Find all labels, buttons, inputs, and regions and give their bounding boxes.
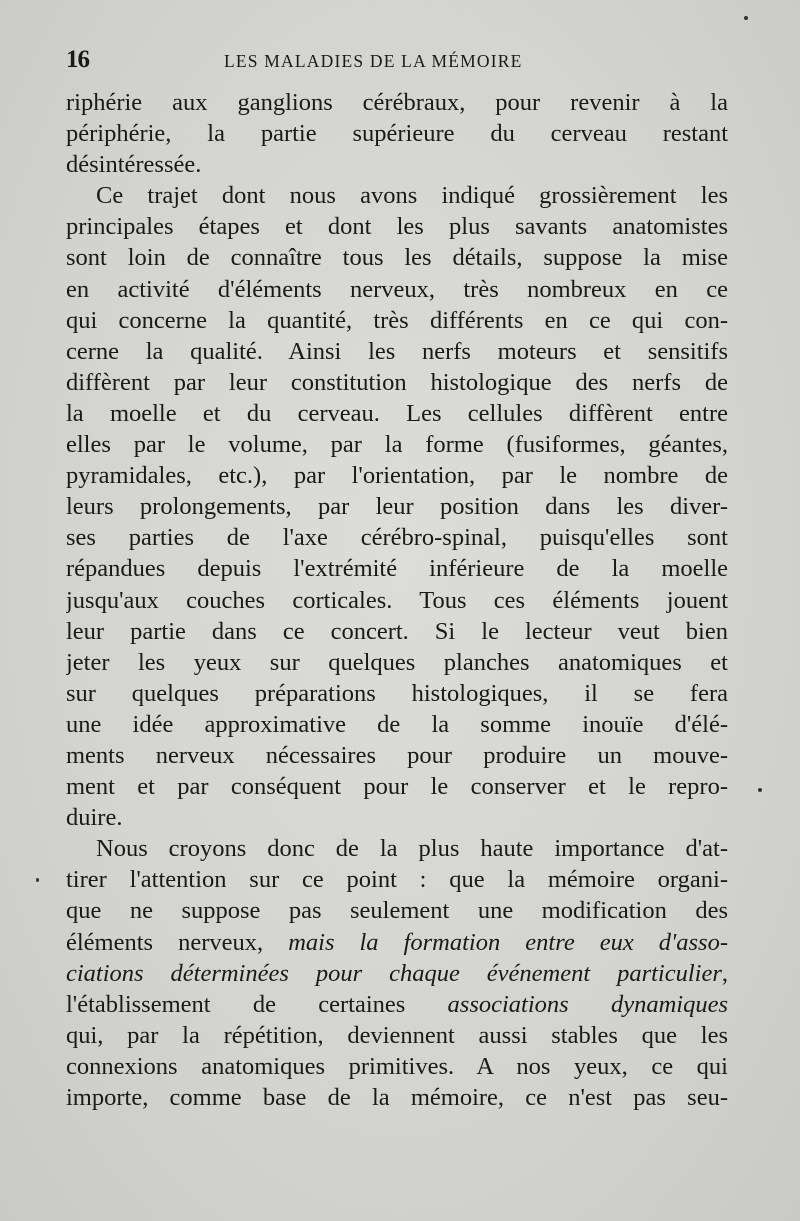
paragraph-start-line: Ce trajet dont nous avons indiqué grossièrement les: [96, 182, 728, 210]
running-title: LES MALADIES DE LA MÉMOIRE: [224, 51, 523, 71]
text-line: tirer l'attention sur ce point : que la mémoire organi-: [66, 866, 728, 894]
text-line: répandues depuis l'extrémité inférieure de la moelle: [66, 555, 728, 583]
paragraph-start-line: Nous croyons donc de la plus haute importance d'at-: [96, 835, 728, 863]
text-line: qui concerne la quantité, très différents en ce qui con-: [66, 306, 728, 334]
text-line: ment et par conséquent pour le conserver et le repro-: [66, 773, 728, 801]
text-line: importe, comme base de la mémoire, ce n'est pas seu-: [66, 1084, 728, 1111]
text-line: l'établissement de certaines associations dynamiques: [66, 990, 728, 1018]
print-speck: [36, 878, 39, 882]
text-line: connexions anatomiques primitives. A nos yeux, ce qui: [66, 1052, 728, 1080]
text-line: que ne suppose pas seulement une modification des: [66, 897, 728, 925]
text-line: périphérie, la partie supérieure du cerveau restant: [66, 120, 728, 148]
text-line: jeter les yeux sur quelques planches anatomiques et: [66, 648, 728, 676]
italic-phrase: mais la formation entre eux d'asso-: [288, 928, 728, 956]
text-line: leur partie dans ce concert. Si le lecteur veut bien: [66, 617, 728, 645]
text-line: la moelle et du cerveau. Les cellules diffèrent entre: [66, 399, 728, 427]
text-line: leurs prolongements, par leur position dans les diver-: [66, 493, 728, 521]
text-line: qui, par la répétition, deviennent aussi stables que les: [66, 1021, 728, 1049]
print-speck: [758, 788, 762, 792]
text-line: éléments nerveux, mais la formation entre eux d'asso-: [66, 928, 728, 956]
text-line: cerne la qualité. Ainsi les nerfs moteurs et sensitifs: [66, 337, 728, 365]
italic-phrase: associations dynamiques: [447, 990, 728, 1018]
text-line: principales étapes et dont les plus savants anatomistes: [66, 213, 728, 241]
body-text: [66, 87, 728, 1113]
text-line: elles par le volume, par la forme (fusiformes, géantes,: [66, 431, 728, 459]
italic-phrase: ciations déterminées pour chaque événement particulier: [66, 959, 722, 987]
text-line: sur quelques préparations histologiques, il se fera: [66, 679, 728, 707]
text-line: duire.: [66, 804, 123, 832]
page-header: [66, 46, 728, 76]
text-line: en activité d'éléments nerveux, très nombreux en ce: [66, 275, 728, 303]
text-line: jusqu'aux couches corticales. Tous ces éléments jouent: [66, 586, 728, 614]
text-line: riphérie aux ganglions cérébraux, pour revenir à la: [66, 89, 728, 116]
text-line: ciations déterminées pour chaque événement particulier,: [66, 959, 728, 987]
text-line: ses parties de l'axe cérébro-spinal, puisqu'elles sont: [66, 524, 728, 552]
print-speck: [744, 16, 748, 20]
text-line: pyramidales, etc.), par l'orientation, par le nombre de: [66, 462, 728, 490]
text-line: désintéressée.: [66, 151, 202, 179]
page-number: 16: [66, 46, 89, 73]
text-line: une idée approximative de la somme inouïe d'élé-: [66, 710, 728, 738]
text-line: ments nerveux nécessaires pour produire un mouve-: [66, 741, 728, 769]
text-line: diffèrent par leur constitution histologique des nerfs de: [66, 368, 728, 396]
text-line: sont loin de connaître tous les détails, suppose la mise: [66, 244, 728, 272]
